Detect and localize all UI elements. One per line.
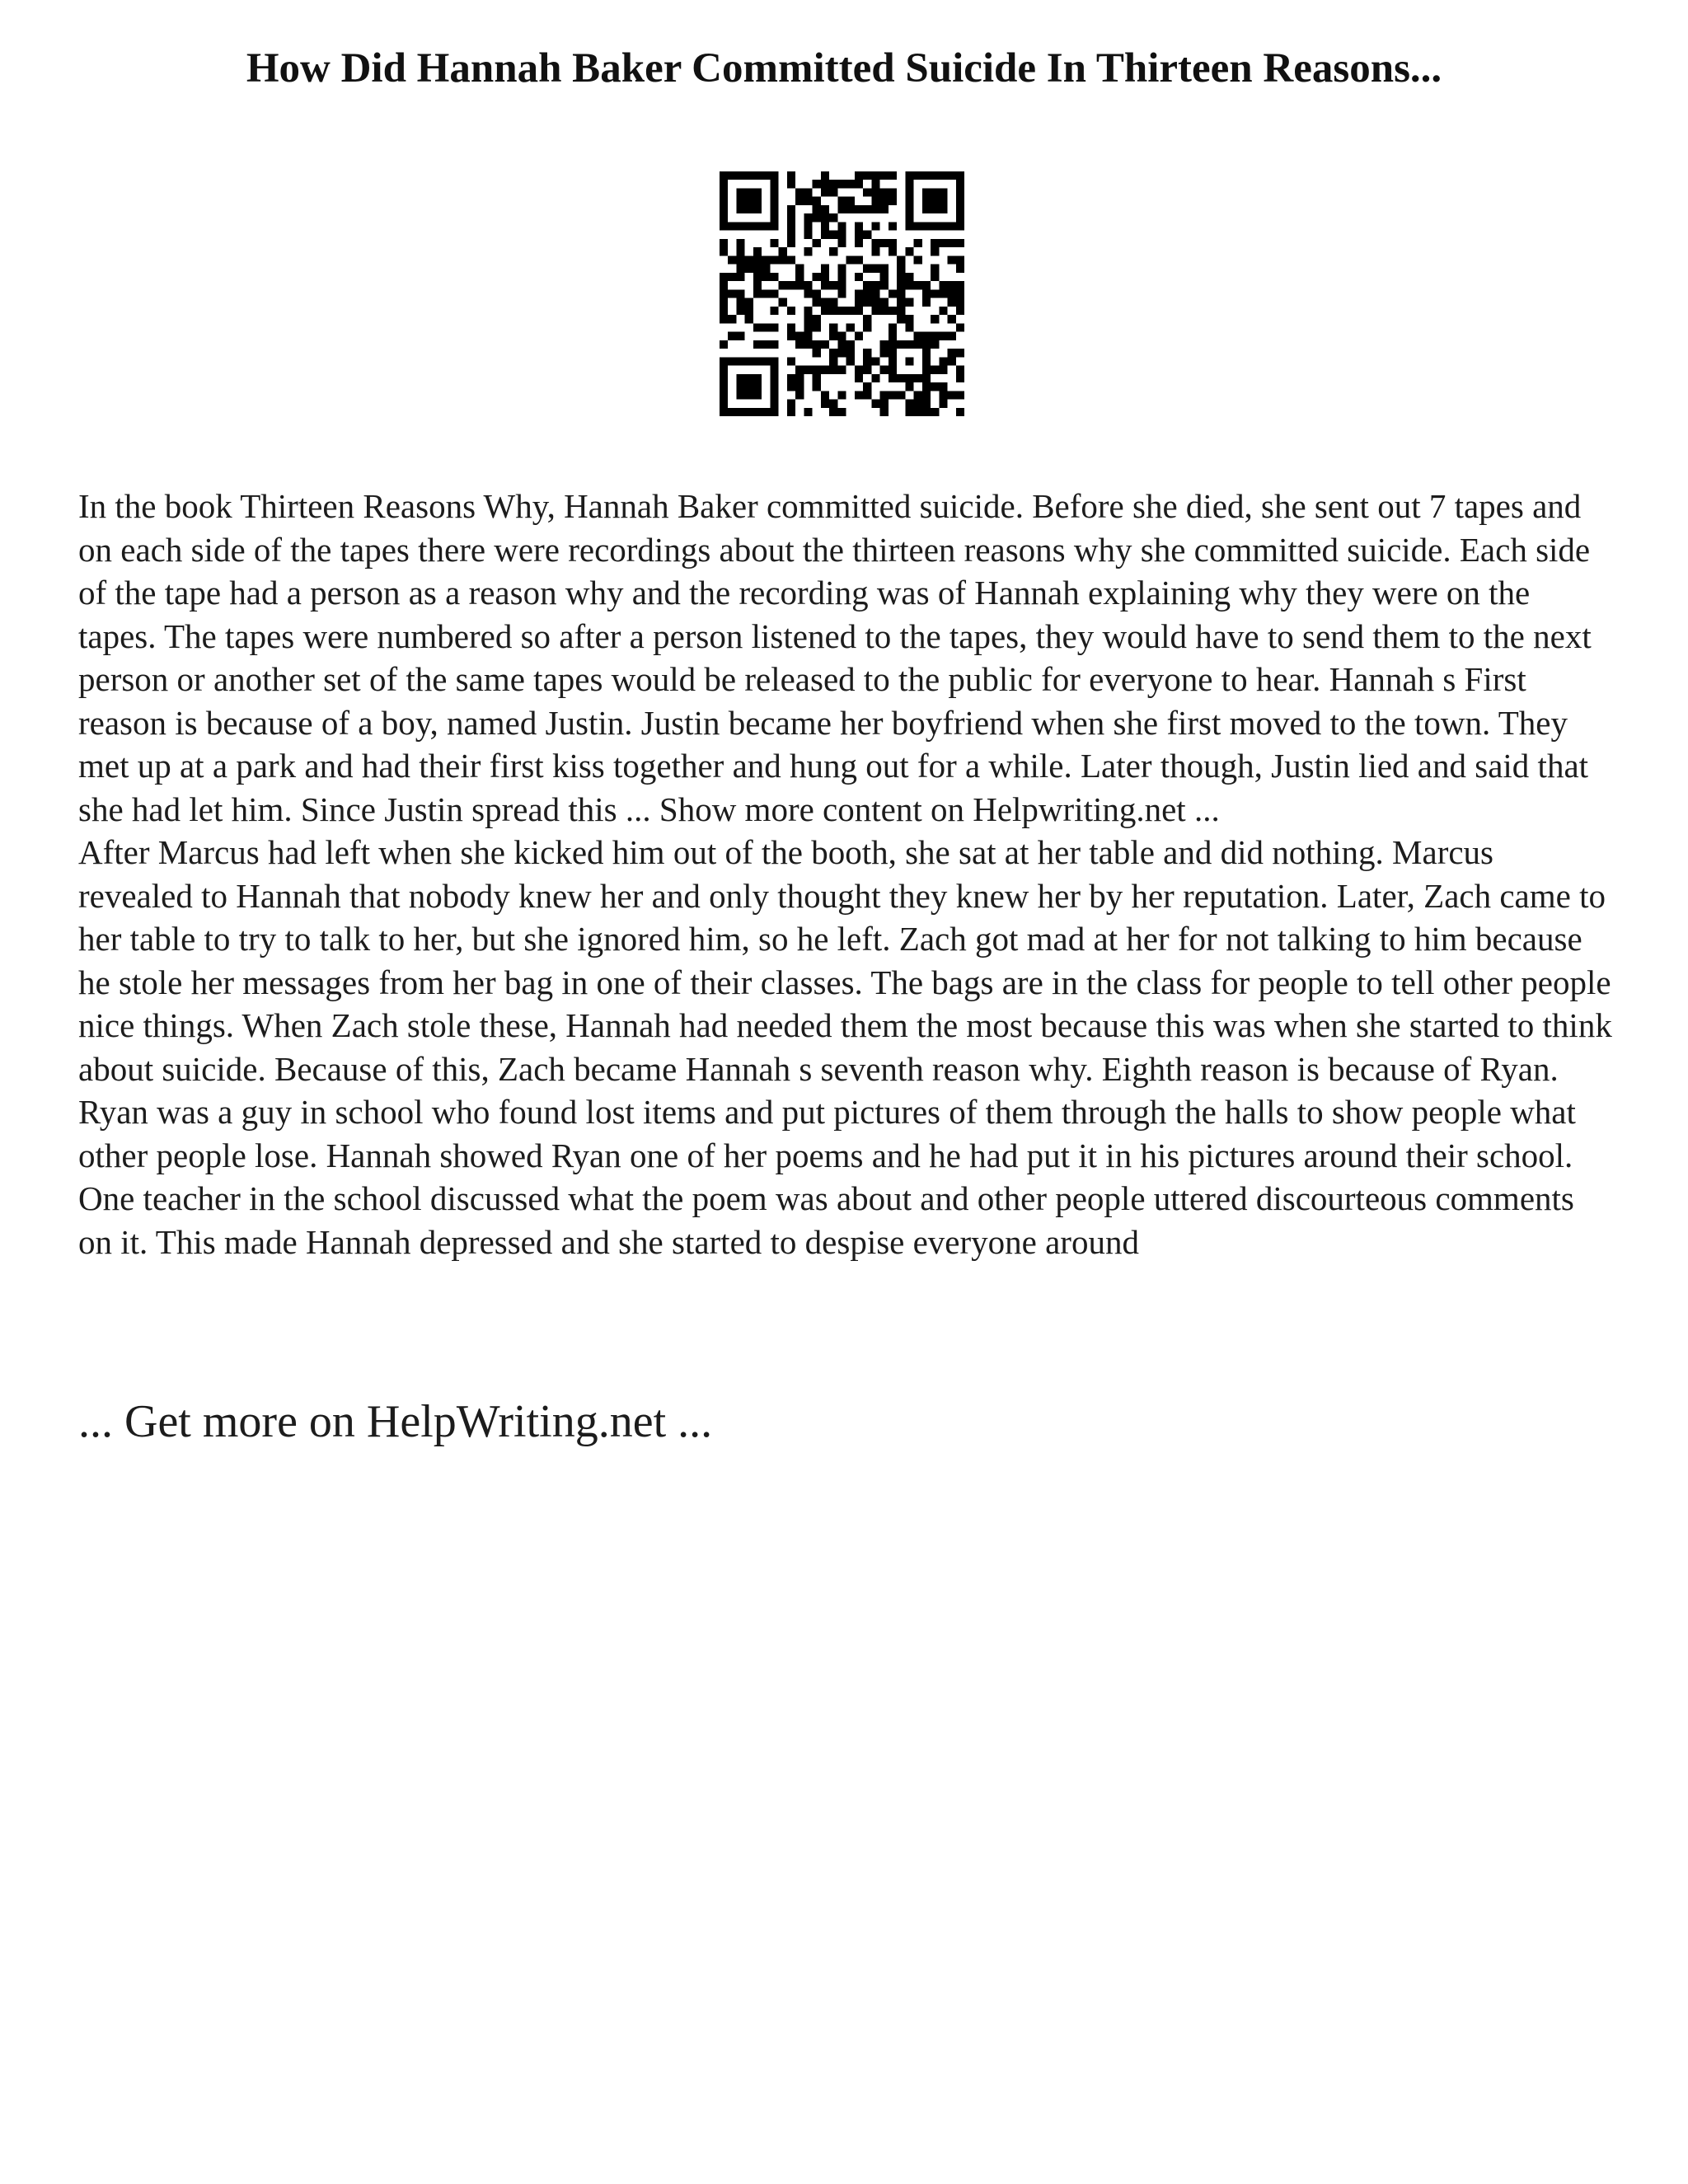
paragraph-2: After Marcus had left when she kicked him out of the booth, she sat at her table and did nothing. Marcus revealed to Hannah that nobody knew her and only thought they knew her by her reputation. Later, Zach came to her table to try to talk to her, but she ignored him, so he left. Zach got mad at her for not talking to him because he stole her messages from her bag in one of their classes. The bags are in the class for people to tell other people nice things. When Zach stole these, Hannah had needed them the most because this was when she started to think about suicide. Because of this, Zach became Hannah s seventh reason why. Eighth reason is because of Ryan. Ryan was a guy in school who found lost items and put pictures of them through the halls to show people what other people lose. Hannah showed Ryan one of her poems and he had put it in his pictures around their school. One teacher in the school discussed what the poem was about and other people uttered discourteous comments on it. This made Hannah depressed and she started to despise everyone around (78, 833, 1612, 1261)
qr-code-icon (720, 171, 964, 416)
qr-code-graphic (720, 171, 964, 416)
get-more-link[interactable]: ... Get more on HelpWriting.net ... (78, 1396, 713, 1447)
article-body (78, 485, 1614, 1263)
paragraph-1: In the book Thirteen Reasons Why, Hannah Baker committed suicide. Before she died, she sent out 7 tapes and on each side of the tapes there were recordings about the thirteen reasons why she committed suicide. Each side of the tape had a person as a reason why and the recording was of Hannah explaining why they were on the tapes. The tapes were numbered so after a person listened to the tapes, they would have to send them to the next person or another set of the same tapes would be released to the public for everyone to hear. Hannah s First reason is because of a boy, named Justin. Justin became her boyfriend when she first moved to the town. They met up at a park and had their first kiss together and hung out for a while. Later though, Justin lied and said that she had let him. Since Justin spread this ... Show more content on Helpwriting.net ... (78, 487, 1592, 828)
page-title: How Did Hannah Baker Committed Suicide In Thirteen Reasons... (246, 45, 1442, 91)
